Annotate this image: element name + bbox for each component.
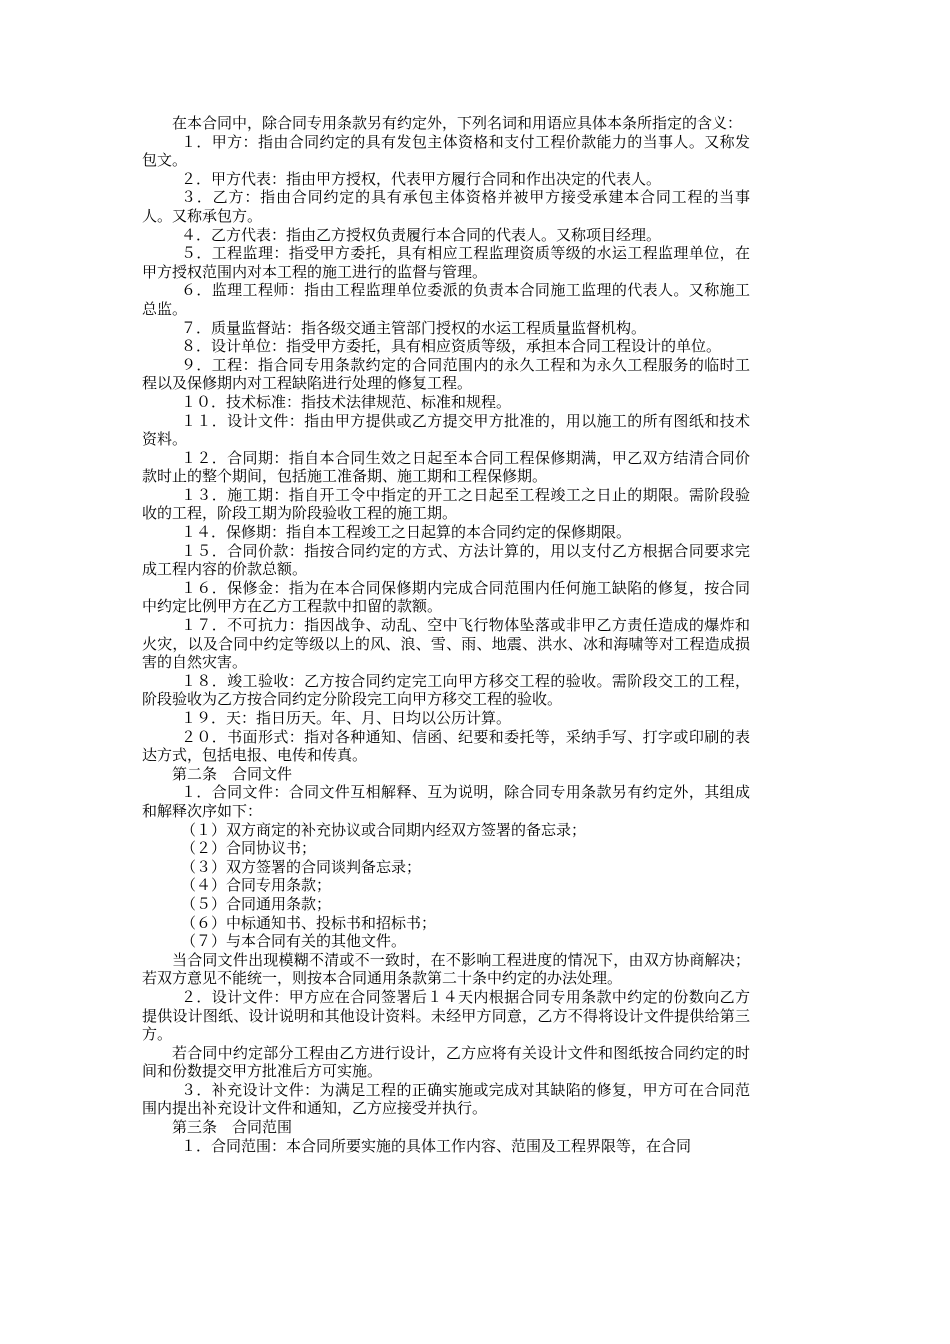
- list-item: （６）中标通知书、投标书和招标书；: [181, 913, 437, 932]
- paragraph: 在本合同中，除合同专用条款另有约定外，下列名词和用语应具体本条所指定的含义：: [172, 114, 743, 132]
- paragraph: 若合同中约定部分工程由乙方进行设计，乙方应将有关设计文件和图纸按合同约定的时间和份数提交甲方批准后方可实施。: [142, 1043, 750, 1081]
- paragraph: ７．质量监督站：指各级交通主管部门授权的水运工程质量监督机构。: [181, 318, 647, 337]
- list-item: （３）双方签署的合同谈判备忘录；: [181, 857, 422, 876]
- paragraph: １６．保修金：指为在本合同保修期内完成合同范围内任何施工缺陷的修复，按合同中约定比例甲方在乙方工程款中扣留的款额。: [142, 578, 750, 616]
- paragraph: １０．技术标准：指技术法律规范、标准和规程。: [181, 392, 512, 411]
- paragraph: １１．设计文件：指由甲方提供或乙方提交甲方批准的，用以施工的所有图纸和技术资料。: [142, 411, 750, 449]
- paragraph: ２０．书面形式：指对各种通知、信函、纪要和委托等，采纳手写、打字或印刷的表达方式，包括电报、电传和传真。: [142, 727, 750, 765]
- list-item: （４）合同专用条款；: [181, 876, 332, 895]
- list-item: （１）双方商定的补充协议或合同期内经双方签署的备忘录；: [181, 820, 587, 839]
- paragraph: １８．竣工验收：乙方按合同约定完工向甲方移交工程的验收。需阶段交工的工程，阶段验收为乙方按合同约定分阶段完工向甲方移交工程的验收。: [142, 671, 750, 709]
- paragraph: ９．工程：指合同专用条款约定的合同范围内的永久工程和为永久工程服务的临时工程以及保修期内对工程缺陷进行处理的修复工程。: [142, 355, 750, 393]
- paragraph: ５．工程监理：指受甲方委托，具有相应工程监理资质等级的水运工程监理单位，在甲方授权范围内对本工程的施工进行的监督与管理。: [142, 244, 750, 281]
- paragraph: １．合同文件：合同文件互相解释、互为说明，除合同专用条款另有约定外，其组成和解释次序如下：: [142, 783, 750, 820]
- paragraph: 当合同文件出现模糊不清或不一致时，在不影响工程进度的情况下，由双方协商解决；若双方意见不能统一，则按本合同通用条款第二十条中约定的办法处理。: [142, 950, 750, 988]
- list-item: （５）合同通用条款；: [181, 894, 332, 913]
- paragraph: １２．合同期：指自本合同生效之日起至本合同工程保修期满，甲乙双方结清合同价款时止的整个期间，包括施工准备期、施工期和工程保修期。: [142, 448, 750, 486]
- list-item: （２）合同协议书；: [181, 839, 317, 858]
- paragraph: ２．设计文件：甲方应在合同签署后１４天内根据合同专用条款中约定的份数向乙方提供设计图纸、设计说明和其他设计资料。未经甲方同意，乙方不得将设计文件提供给第三方。: [142, 987, 750, 1044]
- paragraph: ４．乙方代表：指由乙方授权负责履行本合同的代表人。又称项目经理。: [181, 225, 662, 244]
- paragraph: ３．补充设计文件：为满足工程的正确实施或完成对其缺陷的修复，甲方可在合同范围内提出补充设计文件和通知，乙方应接受并执行。: [142, 1080, 750, 1118]
- section-heading: 第二条 合同文件: [172, 764, 293, 783]
- paragraph: １３．施工期：指自开工令中指定的开工之日起至工程竣工之日止的期限。需阶段验收的工程，阶段工期为阶段验收工程的施工期。: [142, 485, 750, 523]
- list-item: （７）与本合同有关的其他文件。: [181, 932, 407, 951]
- paragraph: ８．设计单位：指受甲方委托，具有相应资质等级，承担本合同工程设计的单位。: [181, 337, 722, 356]
- paragraph: １．甲方：指由合同约定的具有发包主体资格和支付工程价款能力的当事人。又称发包文。: [142, 132, 750, 170]
- section-heading: 第三条 合同范围: [172, 1118, 293, 1137]
- paragraph: ６．监理工程师：指由工程监理单位委派的负责本合同施工监理的代表人。又称施工总监。: [142, 281, 750, 318]
- paragraph: ３．乙方：指由合同约定的具有承包主体资格并被甲方接受承建本合同工程的当事人。又称承包方。: [142, 188, 750, 225]
- paragraph: １．合同范围：本合同所要实施的具体工作内容、范围及工程界限等，在合同: [181, 1136, 692, 1155]
- paragraph: １５．合同价款：指按合同约定的方式、方法计算的，用以支付乙方根据合同要求完成工程内容的价款总额。: [142, 541, 750, 579]
- paragraph: １７．不可抗力：指因战争、动乱、空中飞行物体坠落或非甲乙方责任造成的爆炸和火灾，以及合同中约定等级以上的风、浪、雪、雨、地震、洪水、冰和海啸等对工程造成损害的自然灾害。: [142, 616, 750, 672]
- paragraph: ２．甲方代表：指由甲方授权，代表甲方履行合同和作出决定的代表人。: [181, 169, 662, 188]
- document-page: [142, 114, 750, 1155]
- paragraph: １９．天：指日历天。年、月、日均以公历计算。: [181, 709, 512, 727]
- paragraph: １４．保修期：指自本工程竣工之日起算的本合同约定的保修期限。: [181, 523, 632, 542]
